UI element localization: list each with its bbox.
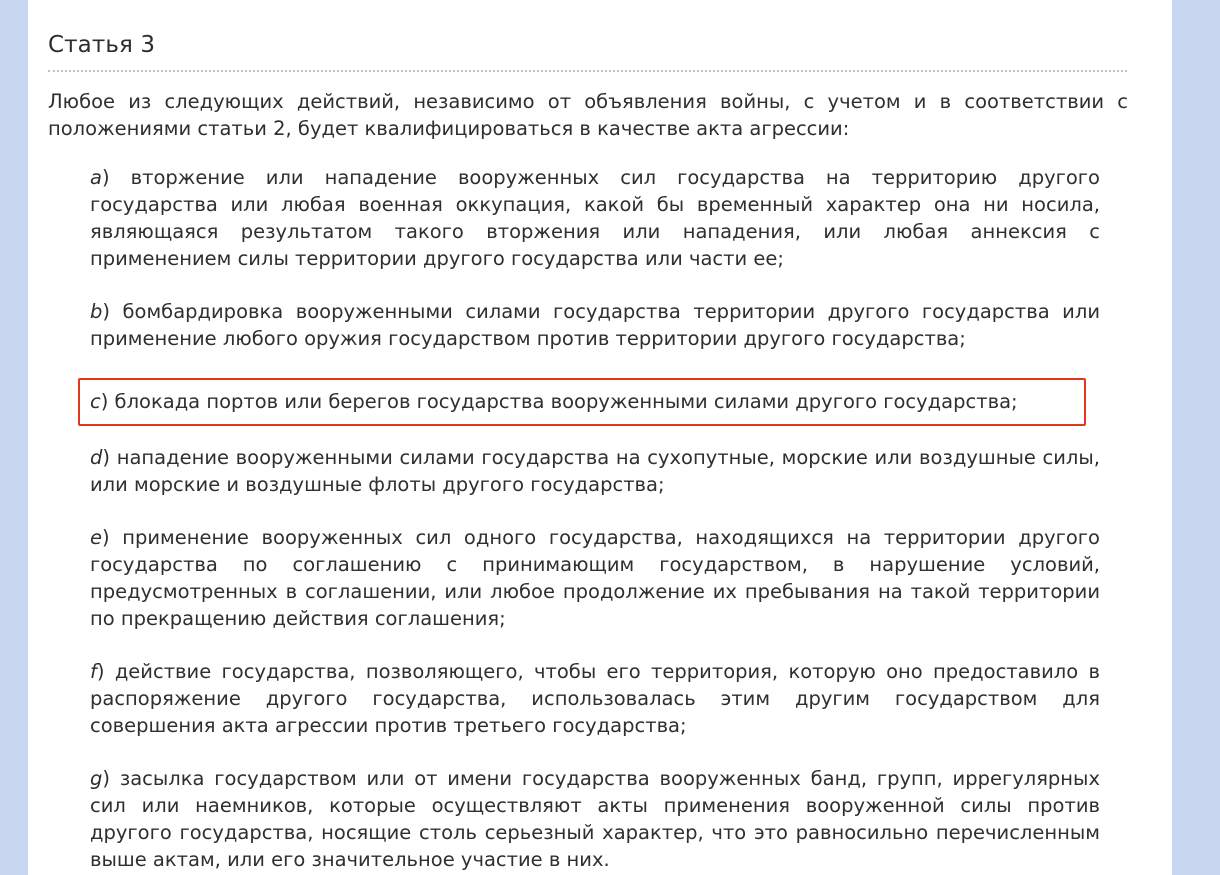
clause-d <box>90 444 1100 498</box>
right-gutter <box>1172 0 1220 875</box>
clause-d-text: ) нападение вооруженными силами государства на сухопутные, морские или воздушные силы, или морские и воздушные флоты другого государства; <box>90 446 1100 496</box>
clause-a-text: ) вторжение или нападение вооруженных сил государства на территорию другого государства или любая военная оккупация, какой бы временный характер она ни носила, являющаяся результатом такого вторжения или нападения, или любая аннексия с применением силы территории другого государства или части ее; <box>90 166 1100 270</box>
clause-g-marker: g <box>90 767 103 790</box>
clause-c-text: ) блокада портов или берегов государства вооруженными силами другого государства; <box>100 390 1018 413</box>
clause-g <box>90 765 1100 873</box>
clause-c-marker: c <box>90 390 101 413</box>
clause-b-text: ) бомбардировка вооруженными силами государства территории другого государства или применение любого оружия государством против территории другого государства; <box>90 300 1100 350</box>
clause-a-marker: a <box>90 166 102 189</box>
clause-b <box>90 298 1100 352</box>
clause-e <box>90 524 1100 632</box>
clause-f-marker: f <box>90 660 97 683</box>
clause-g-text: ) засылка государством или от имени государства вооруженных банд, групп, иррегулярных сил или наемников, которые осуществляют акты применения вооруженной силы против другого государства, носящие столь серьезный характер, что это равносильно перечисленным выше актам, или его значительное участие в них. <box>90 767 1100 871</box>
left-gutter <box>0 0 28 875</box>
document-content <box>48 0 1128 873</box>
clause-b-marker: b <box>90 300 103 323</box>
page-title: Статья 3 <box>48 32 156 58</box>
clause-d-marker: d <box>90 446 103 469</box>
clause-e-text: ) применение вооруженных сил одного государства, находящихся на территории другого государства по соглашению с принимающим государством, в нарушение условий, предусмотренных в соглашении, или любое продолжение их пребывания на такой территории по прекращению действия соглашения; <box>90 526 1100 630</box>
title-divider <box>48 70 1127 72</box>
document-page <box>28 0 1172 875</box>
clause-f <box>90 658 1100 739</box>
clause-list <box>90 164 1100 873</box>
intro-paragraph: Любое из следующих действий, независимо от объявления войны, с учетом и в соответствии с положениями статьи 2, будет квалифицироваться в качестве акта агрессии: <box>48 90 1128 140</box>
clause-a <box>90 164 1100 272</box>
clause-e-marker: e <box>90 526 102 549</box>
highlighted-clause-box[interactable] <box>78 378 1086 426</box>
clause-f-text: ) действие государства, позволяющего, чтобы его территория, которую оно предоставило в распоряжение другого государства, использовалась этим другим государством для совершения акта агрессии против третьего государства; <box>90 660 1100 737</box>
clause-c <box>90 388 1074 415</box>
